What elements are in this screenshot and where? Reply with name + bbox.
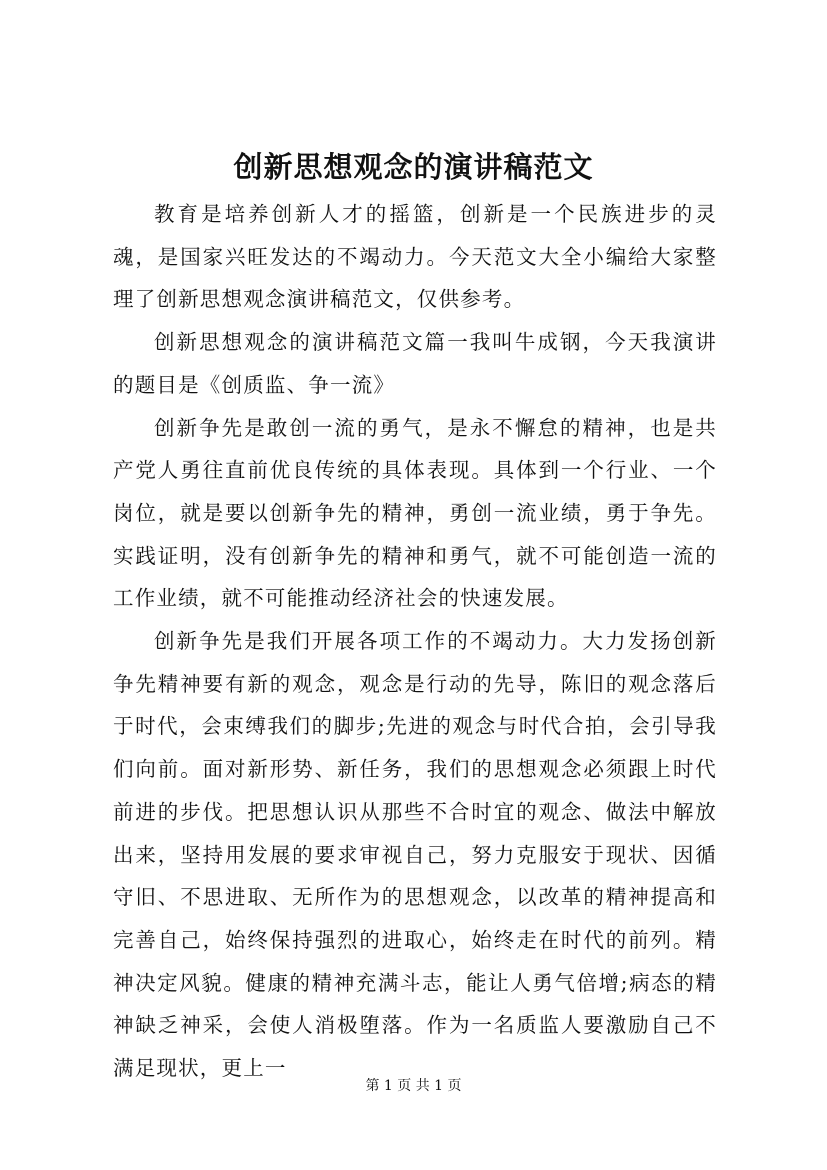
- paragraph-innovation-courage: 创新争先是敢创一流的勇气，是永不懈怠的精神，也是共产党人勇往直前优良传统的具体表现。具体到一个行业、一个岗位，就是要以创新争先的精神，勇创一流业绩，勇于争先。实践证明，没有创新争先的精神和勇气，就不可能创造一流的工作业绩，就不可能推动经济社会的快速发展。: [113, 415, 717, 611]
- paragraph-innovation-motivation: 创新争先是我们开展各项工作的不竭动力。大力发扬创新争先精神要有新的观念，观念是行动的先导，陈旧的观念落后于时代，会束缚我们的脚步;先进的观念与时代合拍，会引导我们向前。面对新形势、新任务，我们的思想观念必须跟上时代前进的步伐。把思想认识从那些不合时宜的观念、做法中解放出来，坚持用发展的要求审视自己，努力克服安于现状、因循守旧、不思进取、无所作为的思想观念，以改革的精神提高和完善自己，始终保持强烈的进取心，始终走在时代的前列。精神决定风貌。健康的精神充满斗志，能让人勇气倍增;病态的精神缺乏神采，会使人消极堕落。作为一名质监人要激励自己不满足现状，更上一: [113, 629, 717, 1081]
- document-title: 创新思想观念的演讲稿范文: [233, 150, 594, 184]
- paragraph-speech-intro: 创新思想观念的演讲稿范文篇一我叫牛成钢，今天我演讲的题目是《创质监、争一流》: [113, 330, 717, 397]
- page-footer: 第 1 页 共 1 页: [365, 1078, 462, 1094]
- document-body: [113, 193, 717, 1090]
- paragraph-intro: 教育是培养创新人才的摇篮，创新是一个民族进步的灵魂，是国家兴旺发达的不竭动力。今天范文大全小编给大家整理了创新思想观念演讲稿范文，仅供参考。: [113, 202, 717, 312]
